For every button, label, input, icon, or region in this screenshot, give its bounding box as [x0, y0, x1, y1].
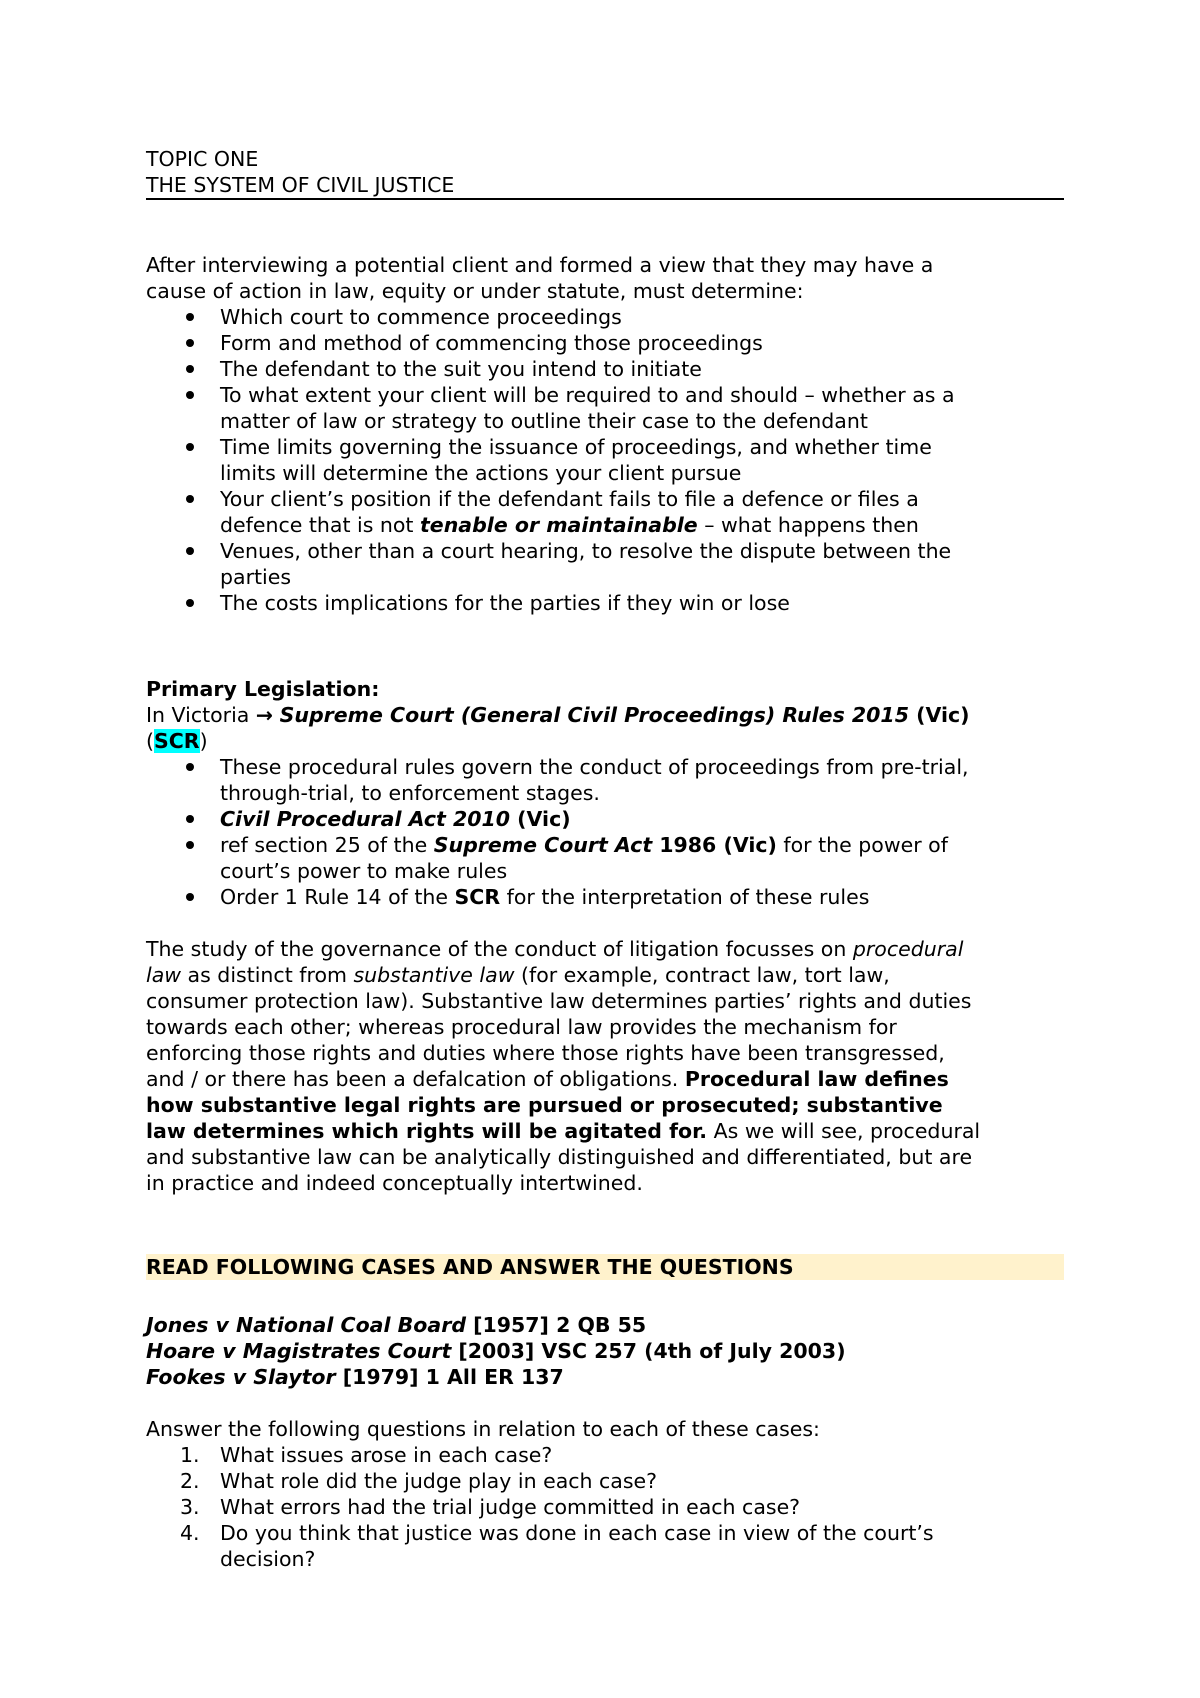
- title-block: [146, 146, 1064, 200]
- case-citation: Jones v National Coal Board [1957] 2 QB 55: [146, 1313, 647, 1337]
- list-item: Your client’s position if the defendant fails to file a defence or files a defence that is not tenable or maintainable – what happens then: [146, 486, 1064, 538]
- spacer: [146, 616, 1064, 668]
- list-item: Order 1 Rule 14 of the SCR for the interpretation of these rules: [146, 884, 1064, 910]
- spacer: [146, 1280, 1064, 1306]
- list-item: The defendant to the suit you intend to initiate: [146, 356, 1064, 382]
- rules-name: Supreme Court (General Civil Proceedings) Rules 2015: [279, 703, 909, 727]
- case-citation: Hoare v Magistrates Court [2003] VSC 257 (4th of July 2003): [146, 1339, 846, 1363]
- arrow-right-icon: →: [255, 703, 274, 727]
- spacer: [146, 1196, 1064, 1248]
- study-paragraph: The study of the governance of the conduct of litigation focusses on procedural law as distinct from substantive law (for example, contract law, tort law, consumer protection law). Substantive law determines parties’ rights and duties towards each other; whereas procedural law provides the mechanism for enforcing those rights and duties where those rights have been transgressed, and / or there has been a defalcation of obligations. Procedural law defines how substantive legal rights are pursued or prosecuted; substantive law determines which rights will be agitated for. As we will see, procedural and substantive law can be analytically distinguished and differentiated, but are in practice and indeed conceptually intertwined.: [146, 937, 981, 1195]
- determine-list: [146, 304, 1064, 616]
- list-item: The costs implications for the parties if they win or lose: [146, 590, 1064, 616]
- scr-highlight: SCR: [154, 729, 200, 753]
- list-item: Form and method of commencing those proceedings: [146, 330, 1064, 356]
- spacer: [146, 1390, 1064, 1416]
- legislation-line: In Victoria → Supreme Court (General Civil Proceedings) Rules 2015 (Vic): [146, 703, 970, 727]
- list-item: Civil Procedural Act 2010 (Vic): [146, 806, 1064, 832]
- questions-section: [146, 1416, 1064, 1572]
- intro-line: After interviewing a potential client and formed a view that they may have a: [146, 253, 934, 277]
- question-item: 4. Do you think that justice was done in each case in view of the court’s decision?: [180, 1521, 934, 1571]
- cases-list: [146, 1312, 1064, 1390]
- list-item: Venues, other than a court hearing, to resolve the dispute between the parties: [146, 538, 1064, 590]
- list-item: To what extent your client will be required to and should – whether as a matter of law or strategy to outline their case to the defendant: [146, 382, 1064, 434]
- list-item: These procedural rules govern the conduct of proceedings from pre-trial, through-trial, to enforcement stages.: [146, 754, 1064, 806]
- emphasis-text: tenable or maintainable: [419, 513, 698, 537]
- legislation-section: [146, 676, 1064, 910]
- list-item: ref section 25 of the Supreme Court Act 1986 (Vic) for the power of court’s power to make rules: [146, 832, 1064, 884]
- question-item: 2. What role did the judge play in each case?: [180, 1469, 658, 1493]
- legislation-list: [146, 754, 1064, 910]
- document-content: [146, 146, 1064, 1572]
- question-item: 3. What errors had the trial judge committed in each case?: [180, 1495, 801, 1519]
- questions-intro: Answer the following questions in relation to each of these cases:: [146, 1417, 820, 1441]
- spacer: [146, 910, 1064, 936]
- scr-line: (SCR): [146, 729, 208, 753]
- topic-label: TOPIC ONE: [146, 147, 259, 171]
- questions-list: [146, 1442, 1064, 1572]
- question-item: 1. What issues arose in each case?: [180, 1443, 553, 1467]
- read-cases-banner: READ FOLLOWING CASES AND ANSWER THE QUESTIONS: [146, 1254, 1064, 1280]
- topic-title: THE SYSTEM OF CIVIL JUSTICE: [146, 173, 455, 197]
- list-item: Time limits governing the issuance of proceedings, and whether time limits will determine the actions your client pursue: [146, 434, 1064, 486]
- legislation-heading: Primary Legislation:: [146, 677, 380, 701]
- spacer: [146, 200, 1064, 252]
- case-citation: Fookes v Slaytor [1979] 1 All ER 137: [146, 1365, 564, 1389]
- intro-paragraph: [146, 252, 1064, 304]
- list-item: Which court to commence proceedings: [146, 304, 1064, 330]
- intro-line: cause of action in law, equity or under statute, must determine:: [146, 279, 804, 303]
